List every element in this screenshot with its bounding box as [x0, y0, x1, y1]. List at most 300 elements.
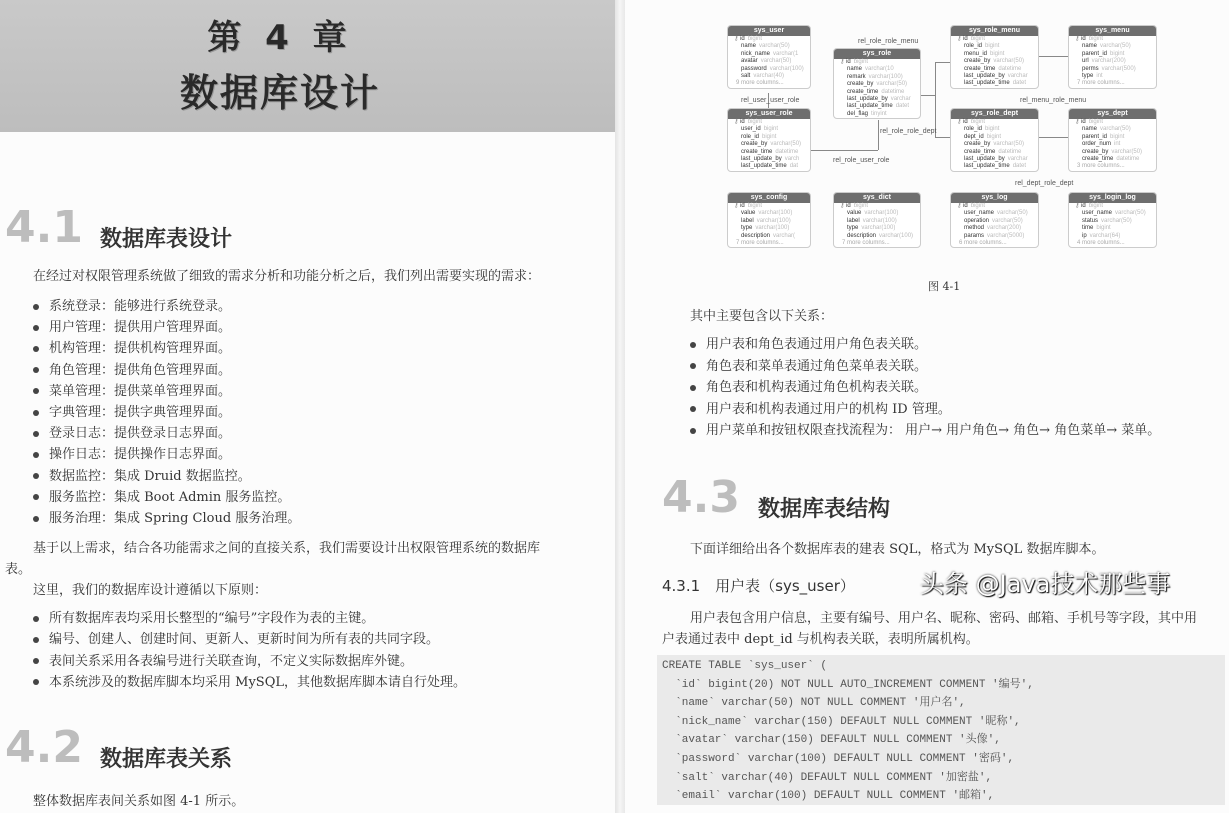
section-number: 4.1 — [5, 202, 83, 253]
paragraph: 户表通过表中 dept_id 与机构表关联，表明所属机构。 — [662, 632, 979, 647]
er-table — [950, 192, 1039, 248]
er-column — [951, 73, 1038, 80]
er-column — [728, 66, 810, 73]
column-type: bigint — [990, 50, 1005, 57]
key-icon: ⚷ — [734, 119, 741, 125]
relation-label: rel_role_role_dept — [880, 128, 937, 135]
er-column — [728, 141, 810, 148]
column-name: id — [740, 119, 745, 125]
er-column — [834, 210, 920, 217]
er-table-name: sys_dict — [834, 193, 920, 203]
section-number: 4.2 — [5, 722, 83, 773]
er-table — [1068, 108, 1157, 172]
column-type: varchar(500) — [1101, 65, 1136, 72]
er-table-name: sys_role_dept — [951, 109, 1038, 119]
more-columns: 6 more columns... — [959, 240, 1007, 247]
er-table-name: sys_login_log — [1069, 193, 1156, 203]
relation-label: rel_role_user_role — [833, 157, 890, 164]
er-column — [951, 163, 1038, 170]
column-type: varchar — [890, 96, 911, 103]
column-name: value — [847, 210, 862, 217]
requirement-item: 字典管理：提供字典管理界面。 — [33, 401, 231, 420]
column-type: varchar(100) — [861, 225, 896, 232]
requirement-item: 操作日志：提供操作日志界面。 — [33, 443, 231, 462]
principle-item: 编号、创建人、创建时间、更新人、更新时间为所有表的共同字段。 — [33, 628, 439, 647]
column-name: id — [846, 203, 851, 209]
column-name: del_flag — [847, 110, 869, 117]
column-type: varchar(50) — [1111, 148, 1143, 155]
er-table-name: sys_user — [728, 26, 810, 36]
er-column — [951, 225, 1038, 232]
column-type: bigint — [1110, 133, 1125, 140]
column-type: datetime — [998, 148, 1022, 155]
section-number: 4.3 — [662, 472, 740, 523]
column-name: last_update_by — [964, 156, 1005, 163]
er-column — [1069, 141, 1156, 148]
column-type: bigint — [762, 133, 777, 140]
figure-caption: 图 4-1 — [928, 280, 961, 293]
requirement-item: 服务监控：集成 Boot Admin 服务监控。 — [33, 486, 290, 505]
er-column — [728, 225, 810, 232]
er-column — [1069, 119, 1156, 126]
er-column — [951, 36, 1038, 43]
column-name: id — [963, 119, 968, 125]
er-table — [1068, 192, 1157, 248]
column-type: varchar(50) — [1101, 217, 1132, 224]
column-name: method — [964, 225, 985, 232]
er-column — [1069, 73, 1156, 80]
code-line: `nick_name` varchar(150) DEFAULT NULL COMMENT '昵称', — [662, 715, 1021, 728]
column-type: datet — [895, 103, 910, 110]
er-column — [834, 66, 920, 73]
column-type: varchar(5000) — [987, 232, 1025, 239]
column-type: bigint — [986, 133, 1002, 140]
column-type: varchar( — [773, 232, 796, 239]
column-type: varchar(200) — [987, 225, 1022, 232]
section-title: 数据库表结构 — [758, 497, 891, 522]
paragraph: 用户表包含用户信息，主要有编号、用户名、昵称、密码、邮箱、手机号等字段，其中用 — [690, 611, 1198, 626]
er-column — [1069, 126, 1156, 133]
er-table — [950, 108, 1039, 172]
column-type: varchar(100) — [756, 217, 791, 224]
section-title: 数据库表设计 — [100, 227, 233, 252]
er-column — [1069, 134, 1156, 141]
er-table — [833, 192, 921, 248]
principle-item: 表间关系采用各表编号进行关联查询，不定义实际数据库外键。 — [33, 650, 413, 669]
er-column — [834, 103, 920, 110]
er-column — [1069, 233, 1156, 240]
column-type: varchar(100) — [868, 73, 903, 80]
er-column — [1069, 225, 1156, 232]
column-name: create_by — [964, 141, 991, 148]
er-column — [1069, 36, 1156, 43]
relation-label: rel_user_user_role — [741, 97, 800, 104]
er-column — [951, 51, 1038, 58]
column-type: datetime — [998, 65, 1022, 72]
column-name: create_time — [964, 65, 996, 72]
sql-code-block — [657, 655, 1225, 805]
er-table-name: sys_user_role — [728, 109, 810, 119]
code-line: `salt` varchar(40) DEFAULT NULL COMMENT '加密盐', — [662, 771, 993, 784]
er-column — [951, 80, 1038, 87]
column-name: params — [964, 232, 985, 239]
er-column — [834, 59, 920, 66]
relation-item: 角色表和机构表通过角色机构表关联。 — [690, 376, 927, 395]
column-name: id — [963, 203, 968, 209]
column-name: ip — [1082, 232, 1087, 239]
code-line: CREATE TABLE `sys_user` ( — [662, 660, 828, 672]
column-name: create_by — [741, 141, 768, 148]
column-name: id — [963, 36, 968, 42]
er-column — [1069, 51, 1156, 58]
column-type: varchar(50) — [1115, 210, 1146, 217]
key-icon: ⚷ — [840, 59, 847, 65]
er-column — [728, 210, 810, 217]
column-type: bigint — [970, 119, 986, 125]
relation-line — [935, 137, 950, 138]
column-type: bigint — [1088, 36, 1104, 42]
column-type: varchar(50) — [759, 43, 790, 50]
chapter-banner — [0, 0, 615, 132]
column-name: create_time — [741, 148, 773, 155]
section-title: 数据库表关系 — [100, 747, 233, 772]
er-column — [728, 58, 810, 65]
er-column — [728, 51, 810, 58]
column-name: user_id — [741, 126, 761, 133]
er-table — [727, 25, 811, 89]
er-column — [834, 96, 920, 103]
requirement-item: 机构管理：提供机构管理界面。 — [33, 337, 231, 356]
er-column — [728, 43, 810, 50]
column-name: order_num — [1082, 141, 1112, 148]
column-name: salt — [741, 73, 751, 80]
er-column — [1069, 43, 1156, 50]
requirement-item: 服务治理：集成 Spring Cloud 服务治理。 — [33, 507, 300, 526]
column-name: role_id — [741, 133, 760, 140]
column-name: password — [741, 65, 767, 72]
er-column — [728, 73, 810, 80]
column-type: varch — [784, 156, 800, 163]
key-icon: ⚷ — [957, 119, 964, 125]
column-name: perms — [1082, 65, 1099, 72]
column-type: int — [1096, 73, 1103, 80]
relation-item: 用户表和机构表通过用户的机构 ID 管理。 — [690, 398, 951, 417]
er-column — [834, 89, 920, 96]
er-column — [728, 233, 810, 240]
column-type: varchar(50) — [876, 81, 908, 88]
requirement-item: 角色管理：提供角色管理界面。 — [33, 359, 231, 378]
column-name: id — [1081, 119, 1086, 125]
er-column — [951, 119, 1038, 126]
principle-item: 本系统涉及的数据库脚本均采用 MySQL，其他数据库脚本请自行处理。 — [33, 671, 466, 690]
column-name: description — [741, 232, 771, 239]
column-type: int — [1114, 141, 1121, 148]
column-type: bigint — [1088, 119, 1104, 125]
paragraph: 基于以上需求，结合各功能需求之间的直接关系，我们需要设计出权限管理系统的数据库 — [33, 541, 541, 556]
er-column — [951, 156, 1038, 163]
er-table-name: sys_menu — [1069, 26, 1156, 36]
code-line: `name` varchar(50) NOT NULL COMMENT '用户名', — [662, 697, 966, 710]
column-type: varchar(50) — [992, 217, 1023, 224]
relation-label: rel_dept_role_dept — [1015, 180, 1074, 187]
er-table-name: sys_dept — [1069, 109, 1156, 119]
column-name: id — [740, 203, 745, 209]
er-column — [728, 203, 810, 210]
paragraph: 其中主要包含以下关系： — [690, 309, 834, 324]
column-name: operation — [964, 217, 990, 224]
code-line: `email` varchar(100) DEFAULT NULL COMMENT '邮箱', — [662, 790, 995, 803]
paragraph: 表。 — [5, 562, 32, 577]
column-type: varchar — [1007, 156, 1028, 163]
column-name: last_update_time — [741, 163, 787, 170]
column-name: parent_id — [1082, 50, 1108, 57]
column-name: description — [847, 232, 877, 239]
er-column — [728, 134, 810, 141]
column-name: create_by — [1082, 148, 1109, 155]
column-type: datet — [1012, 163, 1027, 170]
er-table-name: sys_log — [951, 193, 1038, 203]
column-name: dept_id — [964, 133, 984, 140]
column-name: label — [847, 217, 860, 224]
relation-item: 用户表和角色表通过用户角色表关联。 — [690, 333, 927, 352]
er-table-name: sys_config — [728, 193, 810, 203]
relation-line — [1038, 137, 1068, 138]
column-name: role_id — [964, 126, 983, 133]
paragraph: 这里，我们的数据库设计遵循以下原则： — [33, 583, 268, 598]
column-name: nick_name — [741, 50, 771, 57]
relation-line — [920, 95, 935, 96]
relation-item: 角色表和菜单表通过角色菜单表关联。 — [690, 355, 927, 374]
er-column — [728, 149, 810, 156]
er-column — [728, 119, 810, 126]
requirement-item: 数据监控：集成 Druid 数据监控。 — [33, 465, 251, 484]
column-name: value — [741, 210, 756, 217]
principle-item: 所有数据库表均采用长整型的“编号”字段作为表的主键。 — [33, 607, 374, 626]
column-name: create_by — [964, 58, 991, 65]
er-table — [727, 192, 811, 248]
column-name: last_update_time — [964, 80, 1010, 87]
er-column — [834, 233, 920, 240]
column-type: varchar(100) — [879, 232, 914, 239]
intro-text: 在经过对权限管理系统做了细致的需求分析和功能分析之后，我们列出需要实现的需求： — [33, 269, 541, 284]
book-gutter — [615, 0, 625, 813]
er-column — [1069, 156, 1156, 163]
er-column — [834, 111, 920, 118]
column-name: time — [1082, 225, 1094, 232]
column-name: id — [1081, 203, 1086, 209]
column-type: bigint — [970, 203, 986, 209]
column-name: type — [1082, 73, 1094, 80]
relation-line — [935, 62, 950, 63]
er-column — [1069, 210, 1156, 217]
er-column — [951, 233, 1038, 240]
column-type: varchar(100) — [862, 217, 897, 224]
paragraph: 下面详细给出各个数据库表的建表 SQL，格式为 MySQL 数据库脚本。 — [690, 542, 1105, 557]
column-type: bigint — [985, 126, 1000, 133]
subsection-title: 4.3.1 用户表（sys_user） — [662, 577, 855, 595]
er-column — [951, 66, 1038, 73]
key-icon: ⚷ — [840, 203, 847, 209]
er-column — [951, 43, 1038, 50]
column-type: varchar(100) — [758, 210, 793, 217]
key-icon: ⚷ — [1075, 119, 1082, 125]
relation-label: rel_menu_role_menu — [1020, 97, 1087, 104]
column-type: bigint — [747, 36, 763, 42]
column-name: user_name — [1082, 210, 1113, 217]
column-type: varchar(100) — [755, 225, 790, 232]
er-column — [1069, 203, 1156, 210]
column-type: datetime — [775, 148, 799, 155]
er-table-name: sys_role — [834, 49, 920, 59]
column-type: varchar(50) — [770, 141, 802, 148]
er-column — [728, 218, 810, 225]
er-table — [727, 108, 811, 172]
requirement-item: 用户管理：提供用户管理界面。 — [33, 316, 231, 335]
column-type: varchar(50) — [993, 58, 1025, 65]
column-type: datetime — [1116, 156, 1140, 163]
column-type: varchar(50) — [997, 210, 1028, 217]
column-name: label — [741, 217, 754, 224]
column-type: varchar(50) — [1100, 126, 1131, 133]
column-name: create_time — [1082, 156, 1114, 163]
column-name: user_name — [964, 210, 995, 217]
more-columns: 7 more columns... — [736, 240, 784, 247]
er-column — [951, 58, 1038, 65]
chapter-number: 第 4 章 — [207, 18, 353, 58]
column-type: varchar(64) — [1089, 232, 1121, 239]
more-columns: 7 more columns... — [1077, 80, 1125, 87]
watermark: 头条 @Java技术那些事 — [920, 570, 1171, 598]
column-name: last_update_time — [964, 163, 1010, 170]
requirement-item: 系统登录：能够进行系统登录。 — [33, 295, 231, 314]
column-type: bigint — [1088, 203, 1104, 209]
er-column — [1069, 149, 1156, 156]
key-icon: ⚷ — [1075, 36, 1082, 42]
column-type: varchar(1 — [773, 50, 799, 57]
requirement-item: 菜单管理：提供菜单管理界面。 — [33, 380, 231, 399]
column-name: menu_id — [964, 50, 988, 57]
column-type: bigint — [1096, 225, 1111, 232]
er-column — [834, 203, 920, 210]
column-name: parent_id — [1082, 133, 1108, 140]
relation-line — [1038, 56, 1068, 57]
er-column — [951, 149, 1038, 156]
column-name: status — [1082, 217, 1099, 224]
column-name: last_update_by — [847, 96, 888, 103]
er-column — [834, 218, 920, 225]
column-name: name — [847, 66, 863, 73]
column-type: varchar(10 — [865, 66, 894, 73]
column-name: name — [741, 43, 757, 50]
er-column — [951, 218, 1038, 225]
relation-line — [878, 120, 879, 150]
column-type: datetime — [881, 88, 905, 95]
paragraph: 整体数据库表间关系如图 4-1 所示。 — [33, 794, 245, 809]
er-table — [950, 25, 1039, 89]
key-icon: ⚷ — [957, 203, 964, 209]
column-type: varchar(50) — [1100, 43, 1131, 50]
er-table — [1068, 25, 1157, 89]
relation-line — [810, 150, 878, 151]
column-type: dat — [789, 163, 799, 170]
er-column — [951, 134, 1038, 141]
column-name: role_id — [964, 43, 983, 50]
column-name: create_by — [847, 81, 874, 88]
requirement-item: 登录日志：提供登录日志界面。 — [33, 422, 231, 441]
er-column — [728, 163, 810, 170]
er-column — [834, 74, 920, 81]
column-type: bigint — [853, 203, 869, 209]
relation-label: rel_role_role_menu — [858, 38, 919, 45]
er-column — [951, 141, 1038, 148]
more-columns: 9 more columns... — [736, 80, 784, 87]
key-icon: ⚷ — [957, 36, 964, 42]
column-name: url — [1082, 58, 1089, 65]
column-type: varchar(50) — [993, 141, 1025, 148]
column-name: id — [740, 36, 745, 42]
column-name: id — [846, 59, 851, 65]
column-name: last_update_by — [741, 156, 782, 163]
er-column — [1069, 218, 1156, 225]
column-name: id — [1081, 36, 1086, 42]
key-icon: ⚷ — [734, 36, 741, 42]
er-column — [728, 36, 810, 43]
relation-item: 用户菜单和按钮权限查找流程为： 用户→ 用户角色→ 角色→ 角色菜单→ 菜单。 — [690, 419, 1160, 438]
column-type: tinyint — [871, 110, 887, 117]
er-table — [833, 48, 921, 119]
column-name: create_time — [964, 148, 996, 155]
column-type: varchar — [1007, 73, 1028, 80]
column-type: bigint — [853, 59, 869, 65]
more-columns: 4 more columns... — [1077, 240, 1125, 247]
column-type: bigint — [985, 43, 1000, 50]
column-type: varchar(50) — [760, 58, 792, 65]
column-type: datet — [1012, 80, 1027, 87]
column-name: create_time — [847, 88, 879, 95]
column-name: last_update_by — [964, 73, 1005, 80]
column-type: varchar(200) — [1091, 58, 1126, 65]
column-type: bigint — [747, 203, 763, 209]
column-type: varchar(100) — [769, 65, 804, 72]
code-line: `password` varchar(100) DEFAULT NULL COMMENT '密码', — [662, 752, 1015, 765]
relation-line — [935, 62, 936, 137]
column-type: bigint — [763, 126, 779, 133]
code-line: `id` bigint(20) NOT NULL AUTO_INCREMENT COMMENT '编号', — [662, 678, 1034, 691]
column-type: varchar(40) — [753, 73, 785, 80]
column-name: last_update_time — [847, 103, 893, 110]
er-column — [951, 203, 1038, 210]
er-column — [1069, 66, 1156, 73]
column-name: type — [741, 225, 753, 232]
code-line: `avatar` varchar(150) DEFAULT NULL COMMENT '头像', — [662, 734, 1001, 747]
er-column — [728, 126, 810, 133]
er-column — [834, 225, 920, 232]
column-name: type — [847, 225, 859, 232]
key-icon: ⚷ — [734, 203, 741, 209]
er-column — [951, 126, 1038, 133]
more-columns: 7 more columns... — [842, 240, 890, 247]
column-type: bigint — [1110, 50, 1125, 57]
column-name: remark — [847, 73, 866, 80]
column-type: bigint — [747, 119, 763, 125]
er-column — [951, 210, 1038, 217]
column-name: avatar — [741, 58, 758, 65]
column-name: name — [1082, 43, 1098, 50]
chapter-title: 数据库设计 — [179, 71, 380, 115]
column-name: name — [1082, 126, 1098, 133]
column-type: bigint — [970, 36, 986, 42]
more-columns: 3 more columns... — [1077, 163, 1125, 170]
